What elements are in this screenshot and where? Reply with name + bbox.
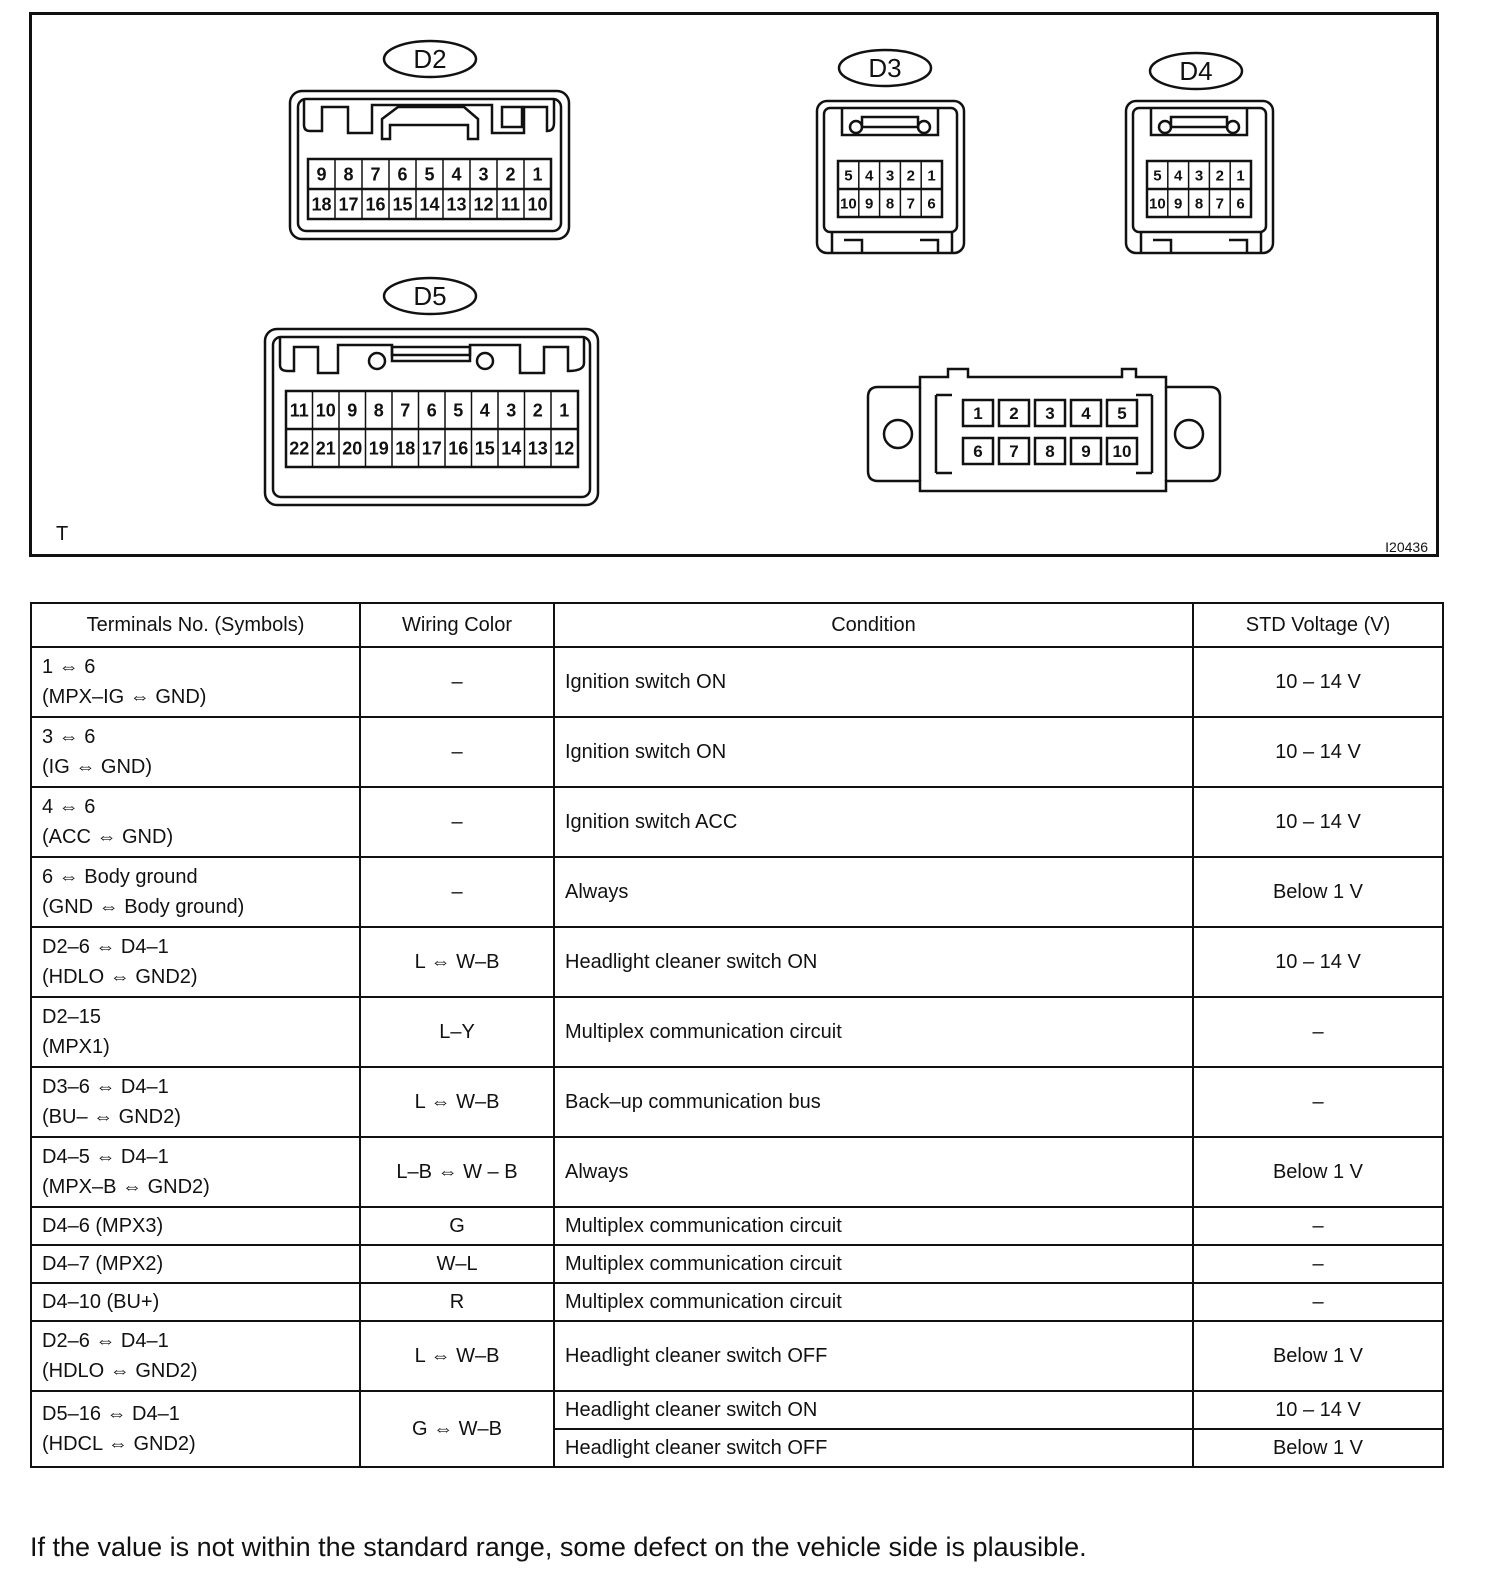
pin-number: 14 [501, 438, 522, 459]
pin-number: 4 [479, 400, 490, 421]
pin-number: 1 [973, 404, 983, 424]
cell-condition: Multiplex communication circuit [554, 1207, 1193, 1245]
pin-number: 14 [419, 194, 440, 215]
cell-wiring-color: G [360, 1207, 554, 1245]
cell-terminals [31, 1283, 360, 1321]
table-row [31, 647, 1443, 717]
pin-number: 3 [885, 167, 895, 185]
terminal-numbers: D2–6 ⇔ D4–1 [42, 936, 169, 958]
cell-terminals [31, 717, 360, 787]
pin-number: 9 [316, 164, 327, 185]
terminal-symbols: (BU– ⇔ GND2) [42, 1106, 181, 1128]
header-condition: Condition [554, 603, 1193, 647]
pin-number: 1 [559, 400, 570, 421]
table-row [31, 1137, 1443, 1207]
cell-terminals [31, 997, 360, 1067]
pin-number: 8 [343, 164, 354, 185]
pin-number: 5 [424, 164, 435, 185]
header-wiring-color: Wiring Color [360, 603, 554, 647]
header-std-voltage: STD Voltage (V) [1193, 603, 1443, 647]
pin-number: 4 [1081, 404, 1091, 424]
cell-wiring-color: L ⇔ W–B [360, 1321, 554, 1391]
terminal-numbers: D4–10 (BU+) [42, 1291, 160, 1313]
table-row [31, 1391, 1443, 1429]
terminal-numbers: D4–6 (MPX3) [42, 1215, 164, 1237]
cell-condition: Always [554, 857, 1193, 927]
terminal-numbers: D2–6 ⇔ D4–1 [42, 1330, 169, 1352]
terminal-numbers: 4 ⇔ 6 [42, 796, 96, 818]
cell-std-voltage: 10 – 14 V [1193, 717, 1443, 787]
terminal-symbols: (MPX–B ⇔ GND2) [42, 1176, 210, 1198]
pin-number: 20 [342, 438, 363, 459]
table-row [31, 857, 1443, 927]
connector-d5-label: D5 [413, 281, 447, 311]
pin-number: 15 [474, 438, 495, 459]
pin-number: 8 [885, 195, 895, 213]
cell-std-voltage: 10 – 14 V [1193, 647, 1443, 717]
pin-number: 8 [1045, 442, 1055, 462]
pin-number: 9 [347, 400, 358, 421]
pin-number: 1 [1236, 167, 1245, 185]
pin-number: 16 [448, 438, 469, 459]
cell-std-voltage: – [1193, 1207, 1443, 1245]
cell-wiring-color: W–L [360, 1245, 554, 1283]
pin-number: 5 [1153, 167, 1162, 185]
pin-number: 1 [927, 167, 936, 185]
terminal-numbers: 1 ⇔ 6 [42, 656, 96, 678]
cell-wiring-color: – [360, 647, 554, 717]
terminal-symbols: (HDLO ⇔ GND2) [42, 966, 198, 988]
pin-number: 4 [865, 167, 874, 185]
pin-number: 11 [289, 400, 309, 421]
pin-number: 3 [1045, 404, 1055, 424]
connector-d2-label: D2 [413, 44, 447, 74]
pin-number: 8 [1194, 195, 1204, 213]
pin-number: 2 [1215, 167, 1224, 185]
pin-number: 5 [453, 400, 464, 421]
terminal-numbers: D2–15 [42, 1006, 101, 1028]
pin-number: 9 [1174, 195, 1183, 213]
cell-condition: Headlight cleaner switch OFF [554, 1429, 1193, 1467]
cell-condition: Headlight cleaner switch OFF [554, 1321, 1193, 1391]
cell-terminals [31, 647, 360, 717]
pin-number: 10 [1149, 195, 1166, 213]
cell-condition: Ignition switch ON [554, 717, 1193, 787]
pin-number: 6 [426, 400, 437, 421]
cell-terminals [31, 1137, 360, 1207]
cell-condition: Ignition switch ACC [554, 787, 1193, 857]
pin-number: 12 [473, 194, 494, 215]
pin-number: 10 [527, 194, 548, 215]
pin-number: 16 [365, 194, 386, 215]
spec-table-wrapper [30, 602, 1442, 1468]
cell-wiring-color: L–B ⇔ W – B [360, 1137, 554, 1207]
pin-number: 4 [1174, 167, 1183, 185]
cell-terminals [31, 1321, 360, 1391]
pin-number: 7 [1009, 442, 1019, 462]
connector-dlc [868, 369, 1220, 491]
terminal-symbols: (HDLO ⇔ GND2) [42, 1360, 198, 1382]
connector-d3 [817, 50, 964, 253]
terminal-symbols: (HDCL ⇔ GND2) [42, 1433, 196, 1455]
pin-number: 11 [500, 194, 521, 215]
connector-drawing [32, 15, 1436, 554]
cell-wiring-color: – [360, 787, 554, 857]
pin-number: 13 [527, 438, 548, 459]
cell-std-voltage: Below 1 V [1193, 1429, 1443, 1467]
pin-number: 6 [973, 442, 983, 462]
pin-number: 7 [906, 195, 915, 213]
cell-terminals [31, 1067, 360, 1137]
cell-condition: Multiplex communication circuit [554, 997, 1193, 1067]
pin-number: 7 [370, 164, 381, 185]
pin-number: 17 [421, 438, 442, 459]
connector-d5 [265, 278, 598, 505]
cell-terminals [31, 1245, 360, 1283]
terminal-symbols: (ACC ⇔ GND) [42, 826, 174, 848]
cell-std-voltage: – [1193, 997, 1443, 1067]
cell-terminals [31, 1207, 360, 1245]
pin-number: 8 [373, 400, 384, 421]
table-row [31, 717, 1443, 787]
pin-number: 2 [505, 164, 516, 185]
cell-wiring-color: L ⇔ W–B [360, 927, 554, 997]
pin-number: 3 [478, 164, 489, 185]
pin-number: 18 [311, 194, 332, 215]
table-row [31, 1067, 1443, 1137]
cell-condition: Always [554, 1137, 1193, 1207]
table-row [31, 1321, 1443, 1391]
cell-condition: Multiplex communication circuit [554, 1245, 1193, 1283]
terminal-numbers: D3–6 ⇔ D4–1 [42, 1076, 169, 1098]
footer-note: If the value is not within the standard range, some defect on the vehicle side is plausible. [30, 1532, 1087, 1562]
terminal-numbers: D4–7 (MPX2) [42, 1253, 164, 1275]
cell-wiring-color: R [360, 1283, 554, 1321]
cell-terminals [31, 1391, 360, 1467]
pin-number: 9 [1081, 442, 1091, 462]
connector-dlc-pins [963, 400, 1137, 464]
pin-number: 21 [315, 438, 336, 459]
cell-std-voltage: 10 – 14 V [1193, 787, 1443, 857]
cell-terminals [31, 927, 360, 997]
table-header-row [31, 603, 1443, 647]
cell-std-voltage: Below 1 V [1193, 857, 1443, 927]
pin-number: 19 [368, 438, 389, 459]
pin-number: 5 [1117, 404, 1127, 424]
pin-number: 2 [532, 400, 543, 421]
pin-number: 3 [506, 400, 517, 421]
pin-number: 18 [395, 438, 416, 459]
cell-wiring-color: – [360, 857, 554, 927]
pin-number: 7 [1215, 195, 1224, 213]
cell-wiring-color: L ⇔ W–B [360, 1067, 554, 1137]
terminal-numbers: 3 ⇔ 6 [42, 726, 96, 748]
cell-wiring-color: G ⇔ W–B [360, 1391, 554, 1467]
figure-id: I20436 [1385, 539, 1428, 555]
connector-d4-label: D4 [1179, 56, 1213, 86]
pin-number: 17 [338, 194, 359, 215]
pin-number: 7 [400, 400, 411, 421]
connector-diagram [29, 12, 1439, 557]
table-row [31, 927, 1443, 997]
terminal-symbols: (GND ⇔ Body ground) [42, 896, 245, 918]
table-row [31, 1207, 1443, 1245]
terminal-numbers: D5–16 ⇔ D4–1 [42, 1403, 180, 1425]
spec-table [30, 602, 1444, 1468]
connector-d4 [1126, 53, 1273, 253]
terminal-numbers: 6 ⇔ Body ground [42, 866, 198, 888]
table-body [31, 647, 1443, 1467]
terminal-symbols: (MPX–IG ⇔ GND) [42, 686, 207, 708]
pin-number: 9 [865, 195, 874, 213]
table-row [31, 1283, 1443, 1321]
header-terminals: Terminals No. (Symbols) [31, 603, 360, 647]
pin-number: 12 [554, 438, 575, 459]
cell-std-voltage: Below 1 V [1193, 1321, 1443, 1391]
pin-number: 6 [397, 164, 408, 185]
cell-condition: Headlight cleaner switch ON [554, 927, 1193, 997]
terminal-symbols: (IG ⇔ GND) [42, 756, 152, 778]
cell-std-voltage: 10 – 14 V [1193, 927, 1443, 997]
terminal-symbols: (MPX1) [42, 1036, 110, 1058]
pin-number: 13 [446, 194, 467, 215]
pin-number: 1 [532, 164, 543, 185]
cell-std-voltage: – [1193, 1245, 1443, 1283]
cell-condition: Multiplex communication circuit [554, 1283, 1193, 1321]
pin-number: 3 [1194, 167, 1204, 185]
pin-number: 22 [289, 438, 310, 459]
table-row [31, 1245, 1443, 1283]
connector-d2 [290, 41, 569, 239]
pin-number: 10 [315, 400, 336, 421]
connector-d3-label: D3 [868, 53, 902, 83]
pin-number: 5 [844, 167, 853, 185]
pin-number: 15 [392, 194, 413, 215]
pin-number: 4 [451, 164, 462, 185]
cell-std-voltage: – [1193, 1283, 1443, 1321]
pin-number: 2 [1009, 404, 1019, 424]
table-row [31, 997, 1443, 1067]
cell-std-voltage: – [1193, 1067, 1443, 1137]
cell-condition: Headlight cleaner switch ON [554, 1391, 1193, 1429]
cell-condition: Back–up communication bus [554, 1067, 1193, 1137]
cell-wiring-color: – [360, 717, 554, 787]
cell-terminals [31, 787, 360, 857]
pin-number: 6 [927, 195, 936, 213]
table-row [31, 787, 1443, 857]
cell-terminals [31, 857, 360, 927]
cell-condition: Ignition switch ON [554, 647, 1193, 717]
cell-std-voltage: 10 – 14 V [1193, 1391, 1443, 1429]
cell-wiring-color: L–Y [360, 997, 554, 1067]
pin-number: 2 [906, 167, 915, 185]
corner-mark: T [56, 523, 69, 545]
terminal-numbers: D4–5 ⇔ D4–1 [42, 1146, 169, 1168]
pin-number: 6 [1236, 195, 1245, 213]
cell-std-voltage: Below 1 V [1193, 1137, 1443, 1207]
pin-number: 10 [840, 195, 857, 213]
pin-number: 10 [1112, 442, 1132, 462]
